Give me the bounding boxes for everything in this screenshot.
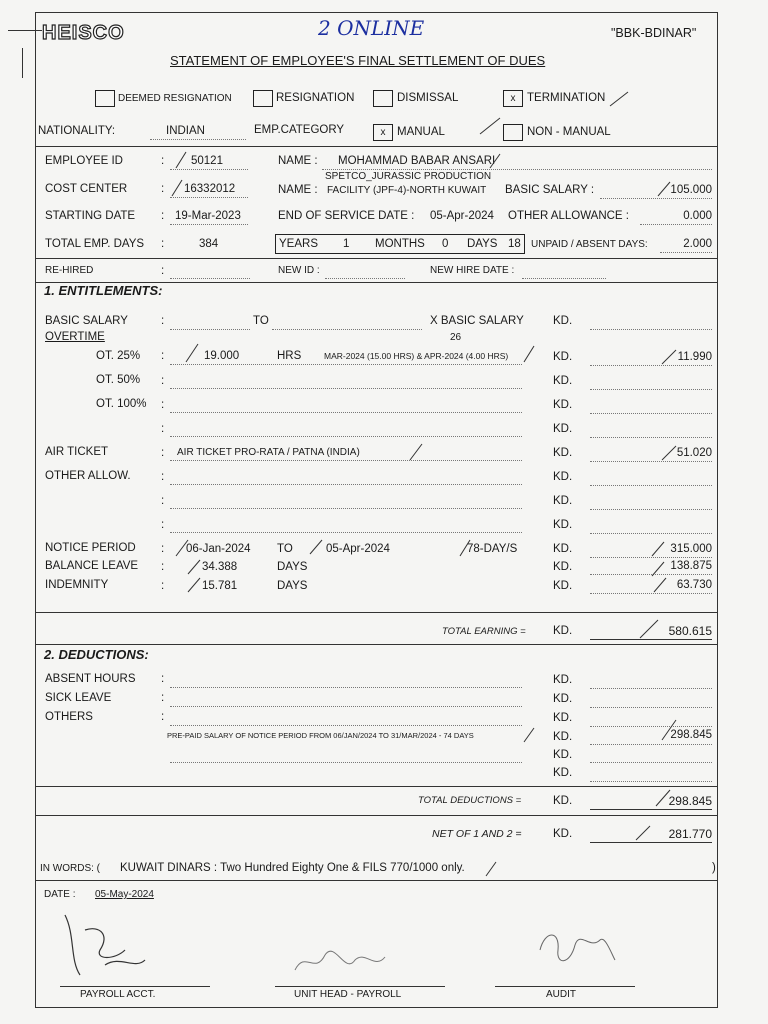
months-value: 0 <box>442 238 449 250</box>
termination-label: TERMINATION <box>527 92 606 104</box>
audit-signature-label: AUDIT <box>546 989 576 1000</box>
cost-center-name-line1: SPETCO_JURASSIC PRODUCTION <box>325 171 492 182</box>
tick-mark <box>662 350 676 364</box>
tick-mark <box>310 540 322 554</box>
balance-leave-days: 34.388 <box>202 561 238 573</box>
air-ticket-amount: 51.020 <box>676 447 712 459</box>
indemnity-label: INDEMNITY <box>45 579 109 591</box>
tick-mark <box>172 180 182 196</box>
end-of-service-value: 05-Apr-2024 <box>430 210 494 222</box>
tick-mark <box>610 92 628 106</box>
net-amount: 281.770 <box>668 827 712 841</box>
date-value: 05-May-2024 <box>95 889 154 900</box>
tick-mark <box>486 862 496 876</box>
cost-center-value: 16332012 <box>184 183 236 195</box>
in-words-suffix: ) <box>712 862 716 874</box>
ot25-detail: MAR-2024 (15.00 HRS) & APR-2024 (4.00 HRS) <box>324 351 509 361</box>
settlement-form-page: HEISCO 2 ONLINE "BBK-BDINAR" STATEMENT OF EMPLOYEE'S FINAL SETTLEMENT OF DUES DEEMED RESIGNATION RESIGNATION DISMISSAL x TERMINATION NATIONALITY: INDIAN EMP.CATEGORY x MANUAL NON - MANUAL EMPLOYEE ID : 50121 NAME : MOHAMMAD BABAR ANSARI COST CENTER : 16332012 SPETCO_JURASSIC PRODUCTION NAME : FACILITY (JPF-4)-NORTH KUWAIT BASIC SALARY : 105.000 STARTING DATE : 19-Mar-2023 END OF SERVICE DATE : 05-Apr-2024 OTHER ALLOWANCE : 0.000 TOTAL EMP. DAYS : 384 YEARS 1 MONTHS 0 DAYS 18 UNPAID / ABSENT DAYS: 2.000 RE-HIRED : NEW ID : NEW HIRE DATE : 1. ENTITLEMENTS: BASIC SALARY : TO X BASIC SALARY 26 KD. OVERTIME OT. 25% : 19.000 HRS MAR-2024 (15.00 HRS) & APR-2024 (4.00 HRS) KD. 11.990 OT. 50% : KD. OT. 100% : KD. : KD. AIR TICKET : AIR TICKET PRO-RATA / PATNA (INDIA) KD. 51.020 OTHER ALLOW. : KD. : KD. : KD. NOTICE PERIOD : 06-Jan-2024 TO 05-Apr-2024 78-DAY/S KD. 315.000 BALANCE LEAVE : 34.388 DAYS KD. 138.875 INDEMNITY : 15.781 DAYS KD. 63.730 TOTAL EARNING = KD. 580.615 2. DEDUCTIONS: ABSENT HOURS : KD. SICK LEAVE : KD. OTHERS : KD. PRE-PAID SALARY OF NOTICE PERIOD FROM 06/JAN/2024 TO 31/MAR/2024 - 74 DAYS KD. 298.845 KD. KD. TOTAL DEDUCTIONS = KD. 298.845 NET OF 1 AND 2 = KD. 281.770 IN WORDS: ( KUWAIT DINARS : Two Hundred Eighty One & FILS 770/1000 only. ) DATE : 05-May-2024 PAYROLL ACCT. UNIT HEAD - PAYROLL AUDIT <box>0 0 768 1024</box>
basic-salary-ent-label: BASIC SALARY <box>45 315 128 327</box>
total-emp-days-value: 384 <box>199 238 219 250</box>
tick-mark <box>480 118 500 134</box>
rehired-label: RE-HIRED <box>45 265 94 276</box>
non-manual-label: NON - MANUAL <box>527 126 611 138</box>
x-basic-salary-label: X BASIC SALARY <box>430 315 524 327</box>
tick-mark <box>186 344 198 362</box>
tick-mark <box>656 790 670 806</box>
tick-mark <box>176 152 186 168</box>
nationality-value: INDIAN <box>166 125 205 137</box>
date-label: DATE : <box>44 889 76 900</box>
notice-period-label: NOTICE PERIOD <box>45 542 136 554</box>
other-allowance-label: OTHER ALLOWANCE : <box>508 210 629 222</box>
manual-checkbox[interactable]: x <box>373 124 393 141</box>
starting-date-value: 19-Mar-2023 <box>175 210 241 222</box>
new-hire-date-label: NEW HIRE DATE : <box>430 265 515 276</box>
ot25-label: OT. 25% <box>96 350 141 362</box>
net-label: NET OF 1 AND 2 = <box>432 828 522 840</box>
ot25-hrs-label: HRS <box>277 350 302 362</box>
unpaid-days-value: 2.000 <box>683 238 712 250</box>
deductions-heading: 2. DEDUCTIONS: <box>44 647 149 662</box>
tick-mark <box>652 562 664 576</box>
handwritten-note: 2 ONLINE <box>318 16 425 40</box>
indemnity-days: 15.781 <box>202 580 238 592</box>
balance-leave-days-label: DAYS <box>277 561 308 573</box>
tick-mark <box>658 182 670 196</box>
total-deductions-amount: 298.845 <box>668 794 712 808</box>
cost-center-name-label: NAME : <box>278 184 318 196</box>
company-logo: HEISCO <box>42 22 125 44</box>
unit-head-signature-label: UNIT HEAD - PAYROLL <box>294 989 402 1000</box>
months-label: MONTHS <box>375 238 425 250</box>
termination-checkbox[interactable]: x <box>503 90 523 107</box>
balance-leave-label: BALANCE LEAVE <box>45 560 139 572</box>
cost-center-name-line2: FACILITY (JPF-4)-NORTH KUWAIT <box>327 185 487 196</box>
ot50-label: OT. 50% <box>96 374 141 386</box>
days-label: DAYS <box>467 238 498 250</box>
air-ticket-detail: AIR TICKET PRO-RATA / PATNA (INDIA) <box>177 447 360 458</box>
tick-mark <box>410 444 422 460</box>
emp-category-label: EMP.CATEGORY <box>254 124 345 136</box>
tick-mark <box>640 620 658 638</box>
unpaid-days-label: UNPAID / ABSENT DAYS: <box>531 239 648 250</box>
tick-mark <box>654 578 666 592</box>
tick-mark <box>188 578 200 592</box>
air-ticket-label: AIR TICKET <box>45 446 109 458</box>
prepaid-detail: PRE-PAID SALARY OF NOTICE PERIOD FROM 06/JAN/2024 TO 31/MAR/2024 - 74 DAYS <box>167 731 474 740</box>
in-words-text: KUWAIT DINARS : Two Hundred Eighty One & FILS 770/1000 only. <box>120 862 465 874</box>
tick-mark <box>460 540 470 556</box>
manual-label: MANUAL <box>397 126 445 138</box>
tick-mark <box>188 560 200 574</box>
payroll-acct-signature-label: PAYROLL ACCT. <box>80 989 156 1000</box>
ot100-label: OT. 100% <box>96 398 147 410</box>
basic-salary-value: 105.000 <box>670 184 712 196</box>
overtime-label: OVERTIME <box>45 331 105 343</box>
years-label: YEARS <box>279 238 318 250</box>
sick-leave-label: SICK LEAVE <box>45 692 112 704</box>
notice-amount: 315.000 <box>670 543 712 555</box>
tick-mark <box>652 542 664 556</box>
new-id-label: NEW ID : <box>278 265 320 276</box>
prepaid-amount: 298.845 <box>670 729 712 741</box>
nationality-label: NATIONALITY: <box>38 125 116 137</box>
notice-to: 05-Apr-2024 <box>326 543 390 555</box>
notice-from: 06-Jan-2024 <box>186 543 251 555</box>
tick-mark <box>636 826 650 840</box>
basic-salary-label: BASIC SALARY : <box>505 184 595 196</box>
tick-mark <box>662 446 676 460</box>
ot25-amount: 11.990 <box>677 351 712 363</box>
tick-mark <box>662 720 676 740</box>
others-label: OTHERS <box>45 711 93 723</box>
form-title: STATEMENT OF EMPLOYEE'S FINAL SETTLEMENT OF DUES <box>170 53 546 68</box>
salary-divisor: 26 <box>450 332 462 343</box>
indemnity-days-label: DAYS <box>277 580 308 592</box>
cost-center-label: COST CENTER <box>45 183 128 195</box>
basic-salary-to-label: TO <box>253 315 269 327</box>
resignation-label: RESIGNATION <box>276 92 355 104</box>
indemnity-amount: 63.730 <box>676 579 712 591</box>
other-allowance-value: 0.000 <box>683 210 712 222</box>
total-earning-amount: 580.615 <box>668 624 712 638</box>
entitlements-heading: 1. ENTITLEMENTS: <box>44 283 163 298</box>
deemed-resignation-label: DEEMED RESIGNATION <box>118 93 232 104</box>
days-value: 18 <box>508 238 521 250</box>
end-of-service-label: END OF SERVICE DATE : <box>278 210 415 222</box>
starting-date-label: STARTING DATE <box>45 210 136 222</box>
years-value: 1 <box>343 238 350 250</box>
absent-hours-label: ABSENT HOURS <box>45 673 136 685</box>
total-deductions-label: TOTAL DEDUCTIONS = <box>418 795 522 806</box>
bank-code: "BBK-BDINAR" <box>611 26 697 40</box>
ot25-hours: 19.000 <box>204 350 240 362</box>
employee-name-value: MOHAMMAD BABAR ANSARI <box>338 155 496 167</box>
notice-days: 78-DAY/S <box>467 543 518 555</box>
employee-name-label: NAME : <box>278 155 318 167</box>
tick-mark <box>524 346 534 362</box>
balance-leave-amount: 138.875 <box>670 560 712 572</box>
in-words-prefix: IN WORDS: ( <box>40 863 100 874</box>
dismissal-label: DISMISSAL <box>397 92 459 104</box>
employee-id-label: EMPLOYEE ID <box>45 155 123 167</box>
tick-mark <box>524 728 534 742</box>
tick-mark <box>490 154 500 168</box>
other-allow-label: OTHER ALLOW. <box>45 470 131 482</box>
tick-mark <box>176 540 188 556</box>
total-earning-label: TOTAL EARNING = <box>442 626 526 637</box>
employee-id-value: 50121 <box>191 155 223 167</box>
notice-to-label: TO <box>277 543 293 555</box>
total-emp-days-label: TOTAL EMP. DAYS <box>45 238 145 250</box>
